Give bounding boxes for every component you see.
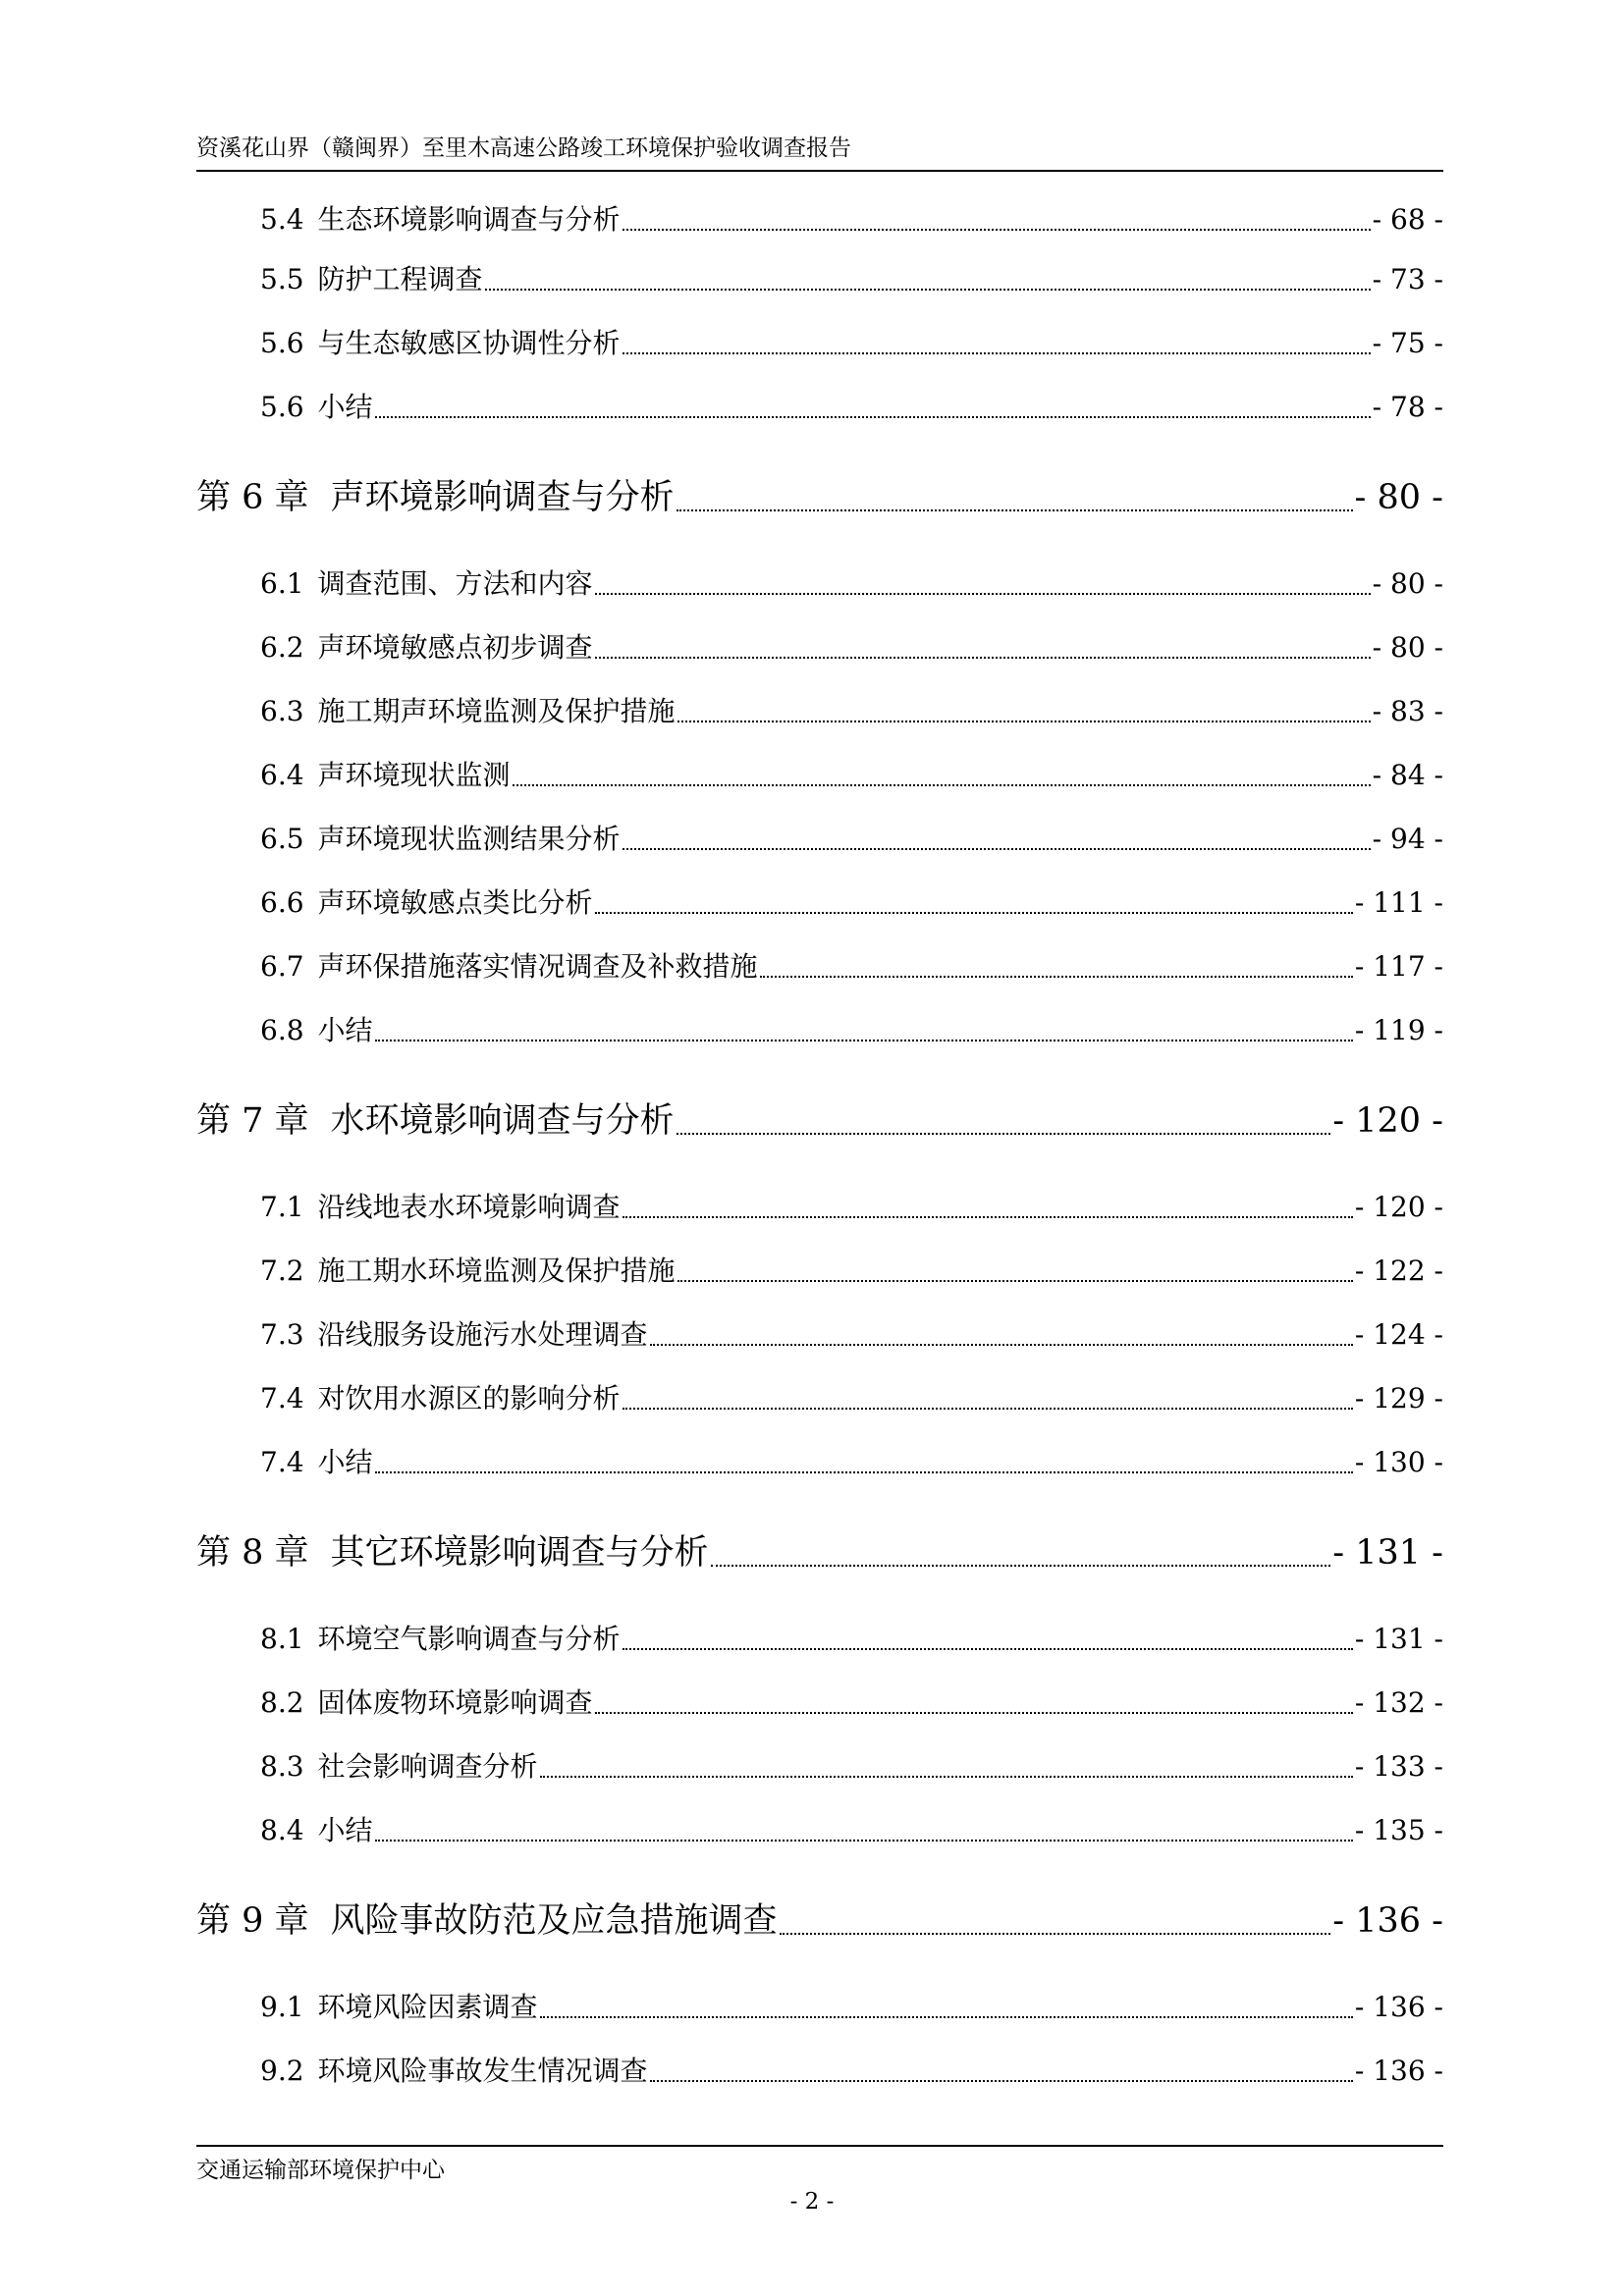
toc-entry-number: 9.2 — [260, 2055, 304, 2087]
toc-entry-title: 环境风险事故发生情况调查 — [317, 2055, 648, 2087]
toc-section-entry[interactable] — [260, 1811, 1443, 1850]
toc-entry-number: 9.1 — [260, 1991, 304, 2023]
toc-entry-number: 6.3 — [260, 695, 304, 727]
toc-section-entry[interactable] — [260, 388, 1443, 427]
toc-dot-leader — [375, 1840, 1353, 1842]
toc-section-entry[interactable] — [260, 1443, 1443, 1482]
toc-dot-leader — [623, 1408, 1353, 1410]
toc-entry-title: 沿线服务设施污水处理调查 — [317, 1318, 648, 1351]
toc-entry-number: 6.8 — [260, 1014, 304, 1046]
toc-entry-page: - 78 - — [1372, 391, 1443, 423]
toc-dot-leader — [650, 2080, 1353, 2082]
toc-dot-leader — [623, 848, 1371, 850]
toc-entry-page: - 80 - — [1372, 567, 1443, 600]
toc-entry-number: 8.3 — [260, 1750, 304, 1783]
toc-entry-number: 7.1 — [260, 1191, 304, 1223]
toc-entry-title: 声环保措施落实情况调查及补救措施 — [317, 950, 758, 983]
toc-entry-number: 7.3 — [260, 1318, 304, 1351]
toc-entry-page: - 136 - — [1332, 1901, 1443, 1941]
toc-entry-title: 声环境现状监测 — [317, 759, 511, 791]
toc-entry-page: - 111 - — [1354, 886, 1443, 919]
toc-dot-leader — [375, 416, 1371, 418]
toc-entry-page: - 132 - — [1354, 1686, 1443, 1719]
toc-entry-title: 小结 — [317, 1446, 373, 1478]
toc-entry-title: 对饮用水源区的影响分析 — [317, 1382, 621, 1415]
toc-entry-page: - 117 - — [1354, 950, 1443, 983]
toc-entry-number: 6.6 — [260, 886, 304, 919]
toc-section-entry[interactable] — [260, 1188, 1443, 1227]
toc-entry-number: 6.7 — [260, 950, 304, 983]
toc-entry-number: 第 6 章 — [196, 478, 309, 517]
toc-entry-page: - 130 - — [1354, 1446, 1443, 1478]
toc-entry-number: 第 8 章 — [196, 1533, 309, 1573]
toc-section-entry[interactable] — [260, 324, 1443, 363]
toc-dot-leader — [677, 721, 1371, 722]
toc-dot-leader — [623, 229, 1371, 231]
toc-entry-number: 8.2 — [260, 1686, 304, 1719]
toc-dot-leader — [485, 289, 1371, 291]
toc-entry-page: - 131 - — [1332, 1533, 1443, 1573]
toc-entry-number: 第 9 章 — [196, 1901, 309, 1941]
toc-entry-page: - 80 - — [1372, 631, 1443, 664]
footer-organization: 交通运输部环境保护中心 — [196, 2158, 445, 2183]
toc-entry-number: 5.6 — [260, 327, 304, 359]
toc-entry-title: 声环境敏感点初步调查 — [317, 631, 593, 664]
toc-entry-number: 7.2 — [260, 1255, 304, 1287]
toc-entry-page: - 136 - — [1354, 1991, 1443, 2023]
footer-page-number: - 2 - — [789, 2189, 835, 2215]
toc-entry-page: - 73 - — [1372, 263, 1443, 295]
toc-dot-leader — [595, 912, 1353, 914]
toc-entry-number: 6.2 — [260, 631, 304, 664]
toc-chapter-entry[interactable] — [196, 1896, 1443, 1946]
toc-section-entry[interactable] — [260, 692, 1443, 731]
toc-entry-page: - 131 - — [1354, 1623, 1443, 1655]
toc-section-entry[interactable] — [260, 756, 1443, 795]
toc-dot-leader — [375, 1471, 1353, 1473]
toc-dot-leader — [595, 1712, 1353, 1714]
toc-entry-page: - 94 - — [1372, 823, 1443, 855]
toc-entry-title: 调查范围、方法和内容 — [317, 567, 593, 600]
toc-entry-number: 6.1 — [260, 567, 304, 600]
toc-entry-page: - 135 - — [1354, 1814, 1443, 1846]
toc-section-entry[interactable] — [260, 564, 1443, 604]
toc-entry-page: - 133 - — [1354, 1750, 1443, 1783]
footer-rule — [196, 2145, 1443, 2147]
toc-entry-title: 环境空气影响调查与分析 — [317, 1623, 621, 1655]
toc-entry-page: - 119 - — [1354, 1014, 1443, 1046]
toc-dot-leader — [677, 1133, 1331, 1135]
toc-dot-leader — [595, 657, 1371, 659]
toc-entry-title: 声环境影响调查与分析 — [330, 478, 675, 517]
toc-entry-title: 施工期水环境监测及保护措施 — [317, 1255, 676, 1287]
toc-section-entry[interactable] — [260, 1011, 1443, 1050]
toc-entry-number: 6.4 — [260, 759, 304, 791]
toc-entry-number: 5.4 — [260, 203, 304, 236]
toc-dot-leader — [540, 1776, 1353, 1778]
toc-entry-title: 环境风险因素调查 — [317, 1991, 538, 2023]
toc-chapter-entry[interactable] — [196, 473, 1443, 522]
toc-entry-title: 水环境影响调查与分析 — [330, 1101, 675, 1141]
toc-section-entry[interactable] — [260, 2052, 1443, 2091]
toc-chapter-entry[interactable] — [196, 1528, 1443, 1577]
toc-entry-page: - 68 - — [1372, 203, 1443, 236]
toc-entry-title: 生态环境影响调查与分析 — [317, 203, 621, 236]
toc-entry-number: 6.5 — [260, 823, 304, 855]
toc-entry-number: 8.4 — [260, 1814, 304, 1846]
toc-entry-title: 沿线地表水环境影响调查 — [317, 1191, 621, 1223]
toc-entry-number: 7.4 — [260, 1382, 304, 1415]
toc-dot-leader — [595, 593, 1371, 595]
toc-entry-title: 小结 — [317, 1814, 373, 1846]
toc-dot-leader — [677, 509, 1353, 511]
toc-entry-page: - 122 - — [1354, 1255, 1443, 1287]
toc-dot-leader — [540, 2016, 1353, 2018]
toc-entry-page: - 124 - — [1354, 1318, 1443, 1351]
toc-entry-title: 其它环境影响调查与分析 — [330, 1533, 709, 1573]
toc-dot-leader — [623, 1216, 1353, 1218]
toc-entry-page: - 80 - — [1354, 478, 1443, 517]
toc-section-entry[interactable] — [260, 883, 1443, 923]
toc-entry-title: 小结 — [317, 1014, 373, 1046]
toc-entry-title: 与生态敏感区协调性分析 — [317, 327, 621, 359]
toc-entry-page: - 75 - — [1372, 327, 1443, 359]
toc-section-entry[interactable] — [260, 260, 1443, 299]
toc-entry-number: 5.6 — [260, 391, 304, 423]
toc-dot-leader — [677, 1280, 1353, 1282]
toc-dot-leader — [623, 352, 1371, 354]
toc-entry-number: 7.4 — [260, 1446, 304, 1478]
toc-entry-title: 声环境现状监测结果分析 — [317, 823, 621, 855]
toc-section-entry[interactable] — [260, 200, 1443, 240]
toc-entry-title: 施工期声环境监测及保护措施 — [317, 695, 676, 727]
toc-section-entry[interactable] — [260, 628, 1443, 667]
toc-entry-number: 第 7 章 — [196, 1101, 309, 1141]
toc-entry-page: - 129 - — [1354, 1382, 1443, 1415]
toc-dot-leader — [623, 1648, 1353, 1650]
toc-entry-page: - 84 - — [1372, 759, 1443, 791]
toc-entry-page: - 120 - — [1332, 1101, 1443, 1141]
toc-chapter-entry[interactable] — [196, 1096, 1443, 1146]
toc-section-entry[interactable] — [260, 1620, 1443, 1659]
toc-section-entry[interactable] — [260, 947, 1443, 987]
toc-entry-title: 小结 — [317, 391, 373, 423]
toc-dot-leader — [513, 784, 1371, 786]
toc-section-entry[interactable] — [260, 820, 1443, 859]
toc-section-entry[interactable] — [260, 1379, 1443, 1418]
toc-entry-title: 声环境敏感点类比分析 — [317, 886, 593, 919]
toc-section-entry[interactable] — [260, 1988, 1443, 2027]
toc-section-entry[interactable] — [260, 1252, 1443, 1291]
toc-entry-title: 防护工程调查 — [317, 263, 483, 295]
toc-dot-leader — [375, 1040, 1353, 1041]
toc-dot-leader — [650, 1344, 1353, 1346]
toc-section-entry[interactable] — [260, 1315, 1443, 1355]
toc-entry-title: 固体废物环境影响调查 — [317, 1686, 593, 1719]
toc-entry-number: 8.1 — [260, 1623, 304, 1655]
page-header-title: 资溪花山界（赣闽界）至里木高速公路竣工环境保护验收调查报告 — [196, 135, 851, 161]
toc-entry-title: 社会影响调查分析 — [317, 1750, 538, 1783]
toc-entry-page: - 136 - — [1354, 2055, 1443, 2087]
toc-section-entry[interactable] — [260, 1747, 1443, 1787]
toc-entry-number: 5.5 — [260, 263, 304, 295]
toc-dot-leader — [760, 976, 1353, 978]
toc-dot-leader — [780, 1933, 1331, 1935]
toc-entry-page: - 83 - — [1372, 695, 1443, 727]
toc-entry-page: - 120 - — [1354, 1191, 1443, 1223]
toc-entry-title: 风险事故防范及应急措施调查 — [330, 1901, 778, 1941]
toc-dot-leader — [711, 1565, 1331, 1567]
toc-section-entry[interactable] — [260, 1683, 1443, 1723]
